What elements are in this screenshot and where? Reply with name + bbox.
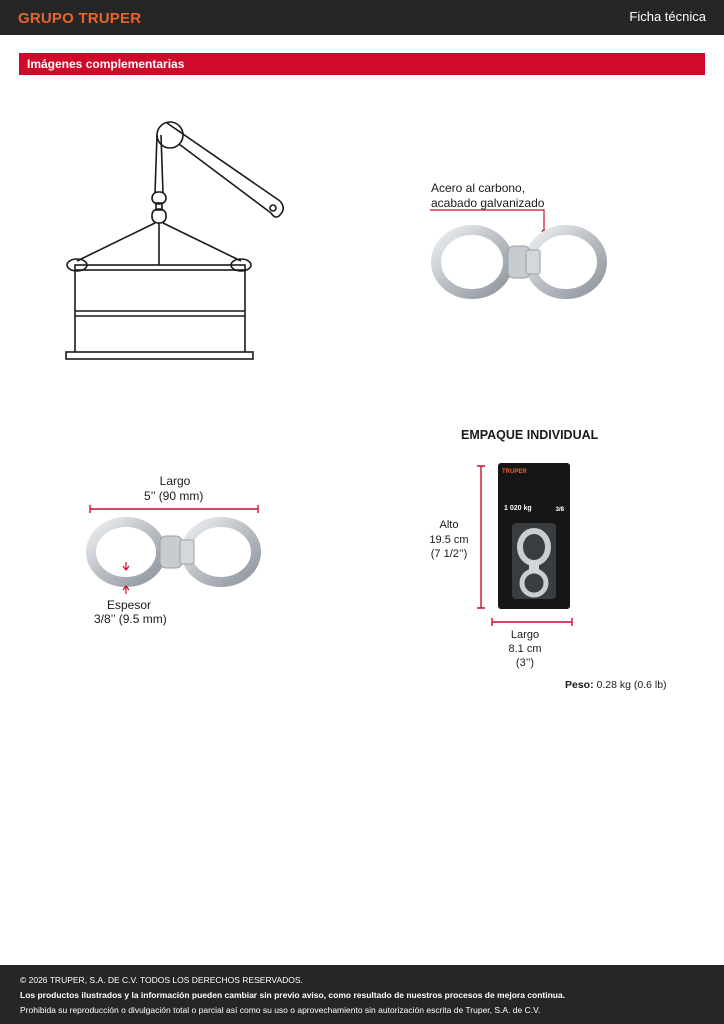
swivel-photo-dimensions	[86, 514, 262, 590]
package-window	[510, 521, 558, 601]
product-length-label: Largo	[159, 474, 191, 488]
package-brand: TRUPER	[502, 469, 527, 475]
package-card	[498, 463, 570, 609]
thickness-arrows	[121, 560, 131, 596]
product-length-value	[144, 489, 203, 503]
package-title: EMPAQUE INDIVIDUAL	[461, 428, 599, 442]
package-width-value: 8.1 cm	[508, 643, 542, 655]
package-width-imperial: (3’’)	[515, 657, 535, 669]
package-height-imperial: (7 1/2’’)	[430, 548, 468, 560]
material-label-line1: Acero al carbono,	[431, 181, 526, 195]
footer-prohibition: Prohibida su reproducción o divulgación total o parcial así como su uso o aprovechamiento sin autorización escrita de Truper, S.A. de C.V.	[20, 1005, 541, 1015]
package-height-label: Alto	[439, 519, 459, 531]
package-width-dimension-line	[490, 617, 576, 627]
material-label-line2: acabado galvanizado	[431, 196, 545, 210]
footer-notice: Los productos ilustrados y la información pueden cambiar sin previo aviso, como resultado de nuestros procesos de mejora continua.	[20, 990, 566, 1000]
document-type-label: Ficha técnica	[629, 9, 706, 24]
product-thickness-inches: 3/8’’	[94, 612, 116, 626]
product-thickness-label: Espesor	[106, 598, 152, 612]
product-thickness-metric: (9.5 mm)	[118, 612, 167, 626]
footer-copyright: © 2026 TRUPER, S.A. DE C.V. TODOS LOS DERECHOS RESERVADOS.	[20, 975, 303, 985]
top-header-bar	[0, 0, 724, 35]
product-length-inches: 5’’	[144, 489, 156, 503]
package-width-label: Largo	[510, 629, 540, 641]
usage-illustration	[55, 115, 295, 370]
package-size: 3/8	[555, 507, 564, 513]
section-title: Imágenes complementarias	[27, 57, 185, 71]
product-length-metric: (90 mm)	[158, 489, 204, 503]
swivel-photo-top	[430, 222, 608, 302]
package-weight	[565, 679, 667, 691]
package-weight-value: 0.28 kg (0.6 lb)	[596, 679, 667, 691]
product-length-dimension-line	[88, 504, 262, 514]
package-weight-label: Peso:	[565, 679, 594, 691]
package-height-value: 19.5 cm	[429, 534, 469, 546]
product-thickness-value	[94, 612, 167, 626]
brand-logo: GRUPO TRUPER	[18, 10, 142, 27]
footer-bar	[0, 965, 724, 1024]
package-code: 1 020 kg	[504, 505, 532, 512]
section-title-bar	[19, 53, 705, 75]
